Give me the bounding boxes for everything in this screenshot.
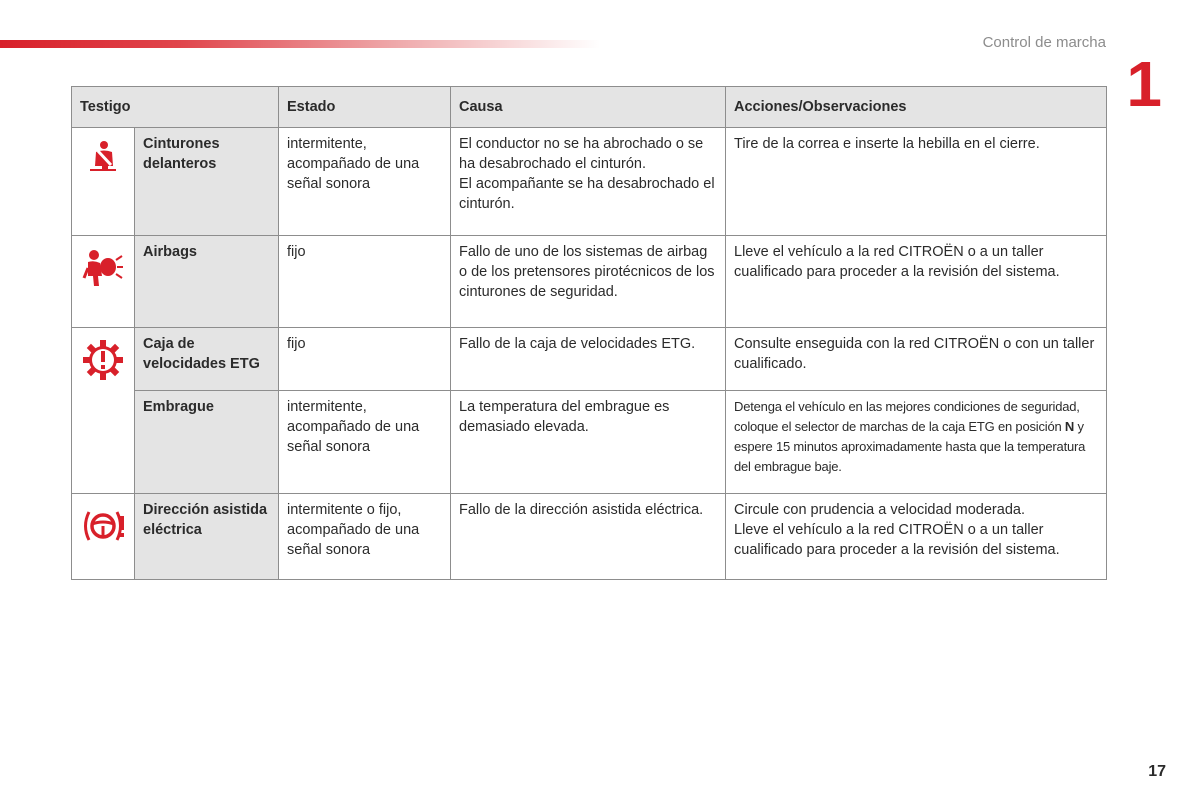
row-name-caja-etg: Caja de velocidades ETG (135, 328, 279, 391)
causa-line: El acompañante se ha desabrochado el cinturón. (459, 176, 715, 212)
acciones-line: Tire de la correa e inserte la hebilla en el cierre. (734, 136, 1040, 152)
row-causa (451, 236, 726, 328)
row-estado: fijo (279, 236, 451, 328)
row-acciones (726, 236, 1107, 328)
header-accent-bar (0, 40, 600, 48)
row-name-airbags: Airbags (135, 236, 279, 328)
acciones-bold: N (1064, 419, 1075, 434)
row-causa (451, 328, 726, 391)
row-acciones (726, 391, 1107, 494)
acciones-line: Lleve el vehículo a la red CITROËN o a un taller cualificado para proceder a la revisión del sistema. (734, 244, 1060, 280)
acciones-line: Consulte enseguida con la red CITROËN o con un taller cualificado. (734, 336, 1095, 372)
seatbelt-warning-icon (72, 128, 135, 236)
acciones-line: Lleve el vehículo a la red CITROËN o a un taller cualificado para proceder a la revisión del sistema. (734, 522, 1060, 558)
row-estado: intermitente o fijo, acompañado de una señal sonora (279, 494, 451, 580)
row-causa (451, 494, 726, 580)
page-number: 17 (1148, 763, 1166, 780)
table-row (72, 494, 1107, 580)
row-estado: intermitente, acompañado de una señal sonora (279, 391, 451, 494)
causa-line: Fallo de la caja de velocidades ETG. (459, 336, 696, 352)
row-name-cinturones: Cinturones delanteros (135, 128, 279, 236)
table-row (72, 236, 1107, 328)
table-row (72, 128, 1107, 236)
table-row (72, 391, 1107, 494)
row-name-direccion: Dirección asistida eléctrica (135, 494, 279, 580)
header-acciones: Acciones/Observaciones (726, 87, 1107, 128)
table-header-row (72, 87, 1107, 128)
gearbox-fault-icon (72, 328, 135, 494)
row-causa (451, 391, 726, 494)
acciones-text: Detenga el vehículo en las mejores condiciones de seguridad, coloque el selector de marchas de la caja ETG en posición (734, 399, 1080, 434)
acciones-line: Circule con prudencia a velocidad moderada. (734, 502, 1025, 518)
row-estado: intermitente, acompañado de una señal sonora (279, 128, 451, 236)
row-estado: fijo (279, 328, 451, 391)
header-testigo: Testigo (72, 87, 279, 128)
power-steering-warning-icon (72, 494, 135, 580)
causa-line: Fallo de la dirección asistida eléctrica. (459, 502, 704, 518)
row-causa (451, 128, 726, 236)
row-acciones (726, 328, 1107, 391)
warning-lights-table (71, 86, 1107, 580)
airbag-warning-icon (72, 236, 135, 328)
row-acciones (726, 494, 1107, 580)
row-acciones (726, 128, 1107, 236)
acciones-text: y espere 15 minutos aproximadamente hasta que la temperatura del embrague baje. (734, 419, 1086, 474)
causa-line: El conductor no se ha abrochado o se ha desabrochado el cinturón. (459, 136, 704, 172)
chapter-number: 1 (1126, 48, 1162, 120)
causa-line: Fallo de uno de los sistemas de airbag o de los pretensores pirotécnicos de los cinturones de seguridad. (459, 244, 715, 300)
header-causa: Causa (451, 87, 726, 128)
table-row (72, 328, 1107, 391)
row-name-embrague: Embrague (135, 391, 279, 494)
section-title: Control de marcha (982, 34, 1106, 51)
header-estado: Estado (279, 87, 451, 128)
causa-line: La temperatura del embrague es demasiado elevada. (459, 399, 670, 435)
